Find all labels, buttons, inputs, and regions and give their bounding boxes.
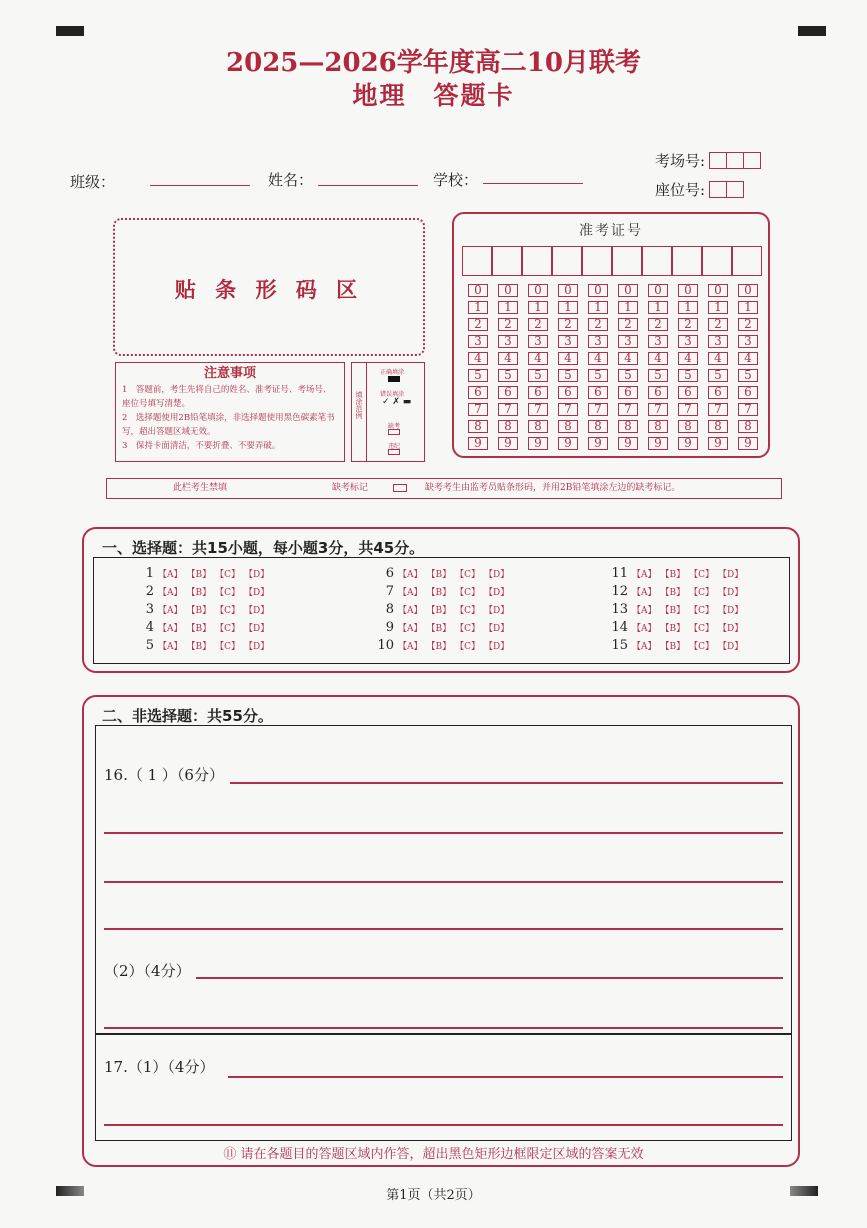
exam-id-digit-bubble[interactable]: 7 — [528, 403, 548, 416]
notice-item-3: 3 保持卡面清洁，不要折叠、不要弄破。 — [122, 441, 281, 451]
mcq-option-bubble[interactable]: 【A】 — [158, 588, 183, 598]
exam-id-digit-bubble[interactable]: 2 — [678, 318, 698, 331]
exam-id-digit-bubble[interactable]: 9 — [588, 437, 608, 450]
fill-wrong-sample: ✓ ✗ ▬ — [382, 397, 412, 407]
exam-id-digit-bubble[interactable]: 0 — [468, 284, 488, 297]
notice-item-2: 2 选择题使用2B铅笔填涂，非选择题使用黑色碳素笔书写，超出答题区域无效。 — [122, 413, 335, 437]
exam-id-digit-bubble[interactable]: 4 — [738, 352, 758, 365]
absent-mark-box[interactable] — [393, 484, 407, 492]
exam-id-digit-bubble[interactable]: 8 — [738, 420, 758, 433]
exam-id-digit-bubble[interactable]: 3 — [708, 335, 728, 348]
mcq-option-bubble[interactable]: 【D】 — [718, 624, 744, 634]
exam-id-digit-bubble[interactable]: 8 — [498, 420, 518, 433]
exam-id-digit-bubble[interactable]: 1 — [468, 301, 488, 314]
exam-id-digit-bubble[interactable]: 6 — [468, 386, 488, 399]
mcq-question-number: 5 — [145, 638, 154, 653]
mcq-question-row — [606, 584, 743, 599]
exam-id-digit-bubble[interactable]: 9 — [738, 437, 758, 450]
class-label: 班级： — [70, 173, 116, 191]
exam-id-digit-bubble[interactable]: 8 — [618, 420, 638, 433]
exam-id-digit-bubble[interactable]: 7 — [588, 403, 608, 416]
mcq-question-number: 12 — [611, 584, 628, 599]
mcq-question-row — [372, 584, 509, 599]
mcq-option-bubble[interactable]: 【B】 — [426, 606, 452, 616]
exam-id-write-cell[interactable] — [702, 246, 732, 276]
exam-id-digit-bubble[interactable]: 6 — [528, 386, 548, 399]
fill-correct-label: 正确填涂 — [380, 369, 405, 376]
mcq-question-row — [372, 620, 509, 635]
mcq-option-bubble[interactable]: 【D】 — [484, 624, 510, 634]
exam-id-digit-bubble[interactable]: 7 — [648, 403, 668, 416]
mcq-option-bubble[interactable]: 【A】 — [158, 570, 183, 580]
mcq-question-row — [606, 566, 743, 581]
mcq-question-row — [132, 566, 269, 581]
section2-title: 二、非选择题：共55分。 — [102, 707, 273, 725]
mcq-option-bubble[interactable]: 【B】 — [660, 588, 686, 598]
mcq-question-number: 4 — [145, 620, 154, 635]
fill-example-side-label: 填涂范例 — [355, 391, 363, 419]
exam-id-digit-bubble[interactable]: 4 — [588, 352, 608, 365]
exam-id-digit-bubble[interactable]: 0 — [648, 284, 668, 297]
exam-id-digit-bubble[interactable]: 2 — [528, 318, 548, 331]
exam-id-digit-bubble[interactable]: 3 — [468, 335, 488, 348]
exam-id-digit-bubble[interactable]: 3 — [498, 335, 518, 348]
exam-id-write-cell[interactable] — [522, 246, 552, 276]
exam-id-digit-bubble[interactable]: 6 — [708, 386, 728, 399]
mcq-option-bubble[interactable]: 【B】 — [660, 606, 686, 616]
mcq-option-bubble[interactable]: 【D】 — [484, 588, 510, 598]
exam-id-digit-bubble[interactable]: 8 — [468, 420, 488, 433]
mcq-option-bubble[interactable]: 【C】 — [215, 588, 241, 598]
exam-id-digit-bubble[interactable]: 8 — [588, 420, 608, 433]
violation-sample-box — [388, 449, 400, 455]
exam-id-digit-bubble[interactable]: 9 — [648, 437, 668, 450]
exam-id-digit-bubble[interactable]: 5 — [678, 369, 698, 382]
mcq-option-bubble[interactable]: 【A】 — [632, 588, 657, 598]
mcq-option-bubble[interactable]: 【D】 — [484, 570, 510, 580]
answer-line[interactable] — [230, 782, 783, 784]
mcq-option-bubble[interactable]: 【C】 — [215, 624, 241, 634]
page-number: 第1页（共2页） — [386, 1188, 481, 1203]
notice-box — [115, 362, 345, 462]
exam-id-digit-bubble[interactable]: 0 — [738, 284, 758, 297]
absent-mark-bar — [106, 478, 782, 499]
exam-id-digit-bubble[interactable]: 5 — [708, 369, 728, 382]
exam-id-digit-bubble[interactable]: 7 — [498, 403, 518, 416]
exam-id-digit-bubble[interactable]: 1 — [528, 301, 548, 314]
mcq-question-number: 1 — [145, 566, 154, 581]
exam-id-digit-bubble[interactable]: 5 — [468, 369, 488, 382]
exam-id-digit-bubble[interactable]: 0 — [558, 284, 578, 297]
mcq-option-bubble[interactable]: 【B】 — [186, 570, 212, 580]
q16-part2-label: （2）（4分） — [104, 962, 191, 980]
exam-id-digit-bubble[interactable]: 1 — [588, 301, 608, 314]
mcq-option-bubble[interactable]: 【C】 — [215, 606, 241, 616]
exam-id-write-cell[interactable] — [462, 246, 492, 276]
page-title: 2025—2026学年度高二10月联考 — [226, 48, 641, 78]
seat-label: 座位号: — [655, 181, 706, 199]
mcq-option-bubble[interactable]: 【A】 — [158, 642, 183, 652]
exam-id-digit-bubble[interactable]: 0 — [708, 284, 728, 297]
exam-id-digit-bubble[interactable]: 3 — [528, 335, 548, 348]
exam-id-digit-bubble[interactable]: 5 — [738, 369, 758, 382]
exam-id-digit-bubble[interactable]: 4 — [618, 352, 638, 365]
class-field[interactable] — [150, 185, 250, 186]
mcq-option-bubble[interactable]: 【C】 — [689, 606, 715, 616]
mcq-option-bubble[interactable]: 【A】 — [158, 606, 183, 616]
mcq-option-bubble[interactable]: 【C】 — [455, 588, 481, 598]
mcq-question-number: 11 — [611, 566, 628, 581]
exam-id-digit-bubble[interactable]: 7 — [468, 403, 488, 416]
school-field[interactable] — [483, 183, 583, 184]
exam-id-digit-bubble[interactable]: 6 — [558, 386, 578, 399]
exam-id-digit-bubble[interactable]: 9 — [498, 437, 518, 450]
mcq-option-bubble[interactable]: 【D】 — [244, 624, 270, 634]
mcq-question-row — [132, 584, 269, 599]
exam-id-digit-bubble[interactable]: 9 — [528, 437, 548, 450]
mcq-option-bubble[interactable]: 【D】 — [718, 642, 744, 652]
absent-sample-box — [388, 429, 400, 435]
violation-sample-label: 违纪 — [388, 443, 401, 450]
mcq-option-bubble[interactable]: 【A】 — [398, 606, 423, 616]
exam-id-digit-bubble[interactable]: 9 — [618, 437, 638, 450]
answer-line[interactable] — [104, 928, 783, 930]
exam-room-label: 考场号: — [655, 152, 706, 170]
mcq-option-bubble[interactable]: 【D】 — [718, 570, 744, 580]
exam-id-digit-bubble[interactable]: 2 — [648, 318, 668, 331]
fill-example-box — [351, 362, 425, 462]
mcq-option-bubble[interactable]: 【C】 — [689, 588, 715, 598]
mcq-option-bubble[interactable]: 【C】 — [689, 624, 715, 634]
mcq-option-bubble[interactable]: 【A】 — [632, 570, 657, 580]
q17-part1-label: 17.（1）（4分） — [104, 1058, 215, 1076]
barcode-area — [113, 218, 425, 356]
mcq-option-bubble[interactable]: 【B】 — [660, 570, 686, 580]
mcq-option-bubble[interactable]: 【D】 — [484, 606, 510, 616]
exam-id-digit-bubble[interactable]: 0 — [528, 284, 548, 297]
answer-line[interactable] — [228, 1076, 783, 1078]
mcq-question-row — [372, 602, 509, 617]
exam-id-digit-bubble[interactable]: 8 — [678, 420, 698, 433]
mcq-option-bubble[interactable]: 【B】 — [426, 588, 452, 598]
exam-id-digit-bubble[interactable]: 1 — [708, 301, 728, 314]
exam-id-digit-bubble[interactable]: 4 — [498, 352, 518, 365]
exam-id-digit-bubble[interactable]: 2 — [558, 318, 578, 331]
seat-boxes[interactable] — [710, 179, 744, 198]
exam-id-digit-bubble[interactable]: 6 — [678, 386, 698, 399]
mcq-option-bubble[interactable]: 【B】 — [426, 570, 452, 580]
mcq-question-row — [132, 638, 269, 653]
mcq-option-bubble[interactable]: 【B】 — [660, 642, 686, 652]
mcq-option-bubble[interactable]: 【C】 — [455, 642, 481, 652]
mcq-option-bubble[interactable]: 【B】 — [186, 588, 212, 598]
mcq-question-row — [132, 602, 269, 617]
exam-id-digit-bubble[interactable]: 7 — [618, 403, 638, 416]
exam-id-digit-bubble[interactable]: 3 — [738, 335, 758, 348]
exam-id-digit-bubble[interactable]: 6 — [738, 386, 758, 399]
barcode-area-label: 贴 条 形 码 区 — [174, 277, 364, 302]
mcq-question-row — [606, 620, 743, 635]
school-label: 学校： — [433, 171, 479, 189]
mcq-question-row — [606, 602, 743, 617]
exam-id-digit-bubble[interactable]: 9 — [558, 437, 578, 450]
exam-id-digit-bubble[interactable]: 4 — [558, 352, 578, 365]
absent-mark-label: 缺考标记 — [332, 483, 369, 493]
exam-id-digit-bubble[interactable]: 1 — [678, 301, 698, 314]
fill-wrong-label: 错误填涂 — [380, 391, 405, 398]
mcq-answer-grid — [93, 557, 790, 664]
name-label: 姓名： — [268, 171, 314, 189]
mcq-question-number: 7 — [385, 584, 394, 599]
exam-id-digit-bubble[interactable]: 2 — [708, 318, 728, 331]
answer-line[interactable] — [104, 1027, 783, 1029]
exam-id-digit-bubble[interactable]: 5 — [618, 369, 638, 382]
exam-id-digit-bubble[interactable]: 8 — [528, 420, 548, 433]
exam-id-digit-bubble[interactable]: 7 — [678, 403, 698, 416]
mcq-option-bubble[interactable]: 【D】 — [244, 642, 270, 652]
exam-id-digit-bubble[interactable]: 4 — [648, 352, 668, 365]
mcq-option-bubble[interactable]: 【B】 — [426, 642, 452, 652]
exam-id-digit-bubble[interactable]: 1 — [558, 301, 578, 314]
mcq-option-bubble[interactable]: 【B】 — [186, 606, 212, 616]
exam-id-digit-bubble[interactable]: 7 — [558, 403, 578, 416]
exam-id-write-cell[interactable] — [552, 246, 582, 276]
exam-id-digit-bubble[interactable]: 0 — [618, 284, 638, 297]
exam-id-digit-bubble[interactable]: 8 — [708, 420, 728, 433]
mcq-option-bubble[interactable]: 【C】 — [455, 624, 481, 634]
mcq-question-row — [372, 566, 509, 581]
absent-bar-left-label: 此栏考生禁填 — [173, 483, 228, 493]
exam-id-digit-bubble[interactable]: 0 — [588, 284, 608, 297]
mcq-option-bubble[interactable]: 【D】 — [484, 642, 510, 652]
exam-id-digit-bubble[interactable]: 5 — [498, 369, 518, 382]
exam-id-digit-bubble[interactable]: 8 — [558, 420, 578, 433]
exam-id-digit-bubble[interactable]: 9 — [678, 437, 698, 450]
mcq-option-bubble[interactable]: 【B】 — [660, 624, 686, 634]
notice-item-1: 1 答题前，考生先将自己的姓名、准考证号、考场号、座位号填写清楚。 — [122, 385, 332, 409]
section1-title: 一、选择题：共15小题，每小题3分，共45分。 — [102, 539, 425, 557]
mcq-option-bubble[interactable]: 【A】 — [398, 624, 423, 634]
exam-id-digit-bubble[interactable]: 3 — [558, 335, 578, 348]
exam-id-title: 准考证号 — [579, 223, 643, 239]
mcq-question-number: 2 — [145, 584, 154, 599]
exam-id-digit-bubble[interactable]: 3 — [648, 335, 668, 348]
exam-id-digit-bubble[interactable]: 0 — [678, 284, 698, 297]
mcq-question-number: 8 — [385, 602, 394, 617]
exam-id-digit-bubble[interactable]: 4 — [468, 352, 488, 365]
exam-id-grid — [452, 212, 770, 458]
mcq-option-bubble[interactable]: 【C】 — [455, 606, 481, 616]
exam-id-digit-bubble[interactable]: 6 — [618, 386, 638, 399]
exam-id-digit-bubble[interactable]: 3 — [588, 335, 608, 348]
exam-id-digit-bubble[interactable]: 5 — [588, 369, 608, 382]
exam-id-digit-bubble[interactable]: 7 — [708, 403, 728, 416]
mcq-question-number: 9 — [385, 620, 394, 635]
exam-id-write-cell[interactable] — [612, 246, 642, 276]
exam-id-digit-bubble[interactable]: 5 — [648, 369, 668, 382]
mcq-question-row — [372, 638, 509, 653]
corner-marker-top-left — [56, 26, 84, 36]
mcq-option-bubble[interactable]: 【C】 — [455, 570, 481, 580]
exam-id-write-cell[interactable] — [642, 246, 672, 276]
exam-id-digit-bubble[interactable]: 5 — [558, 369, 578, 382]
answer-line[interactable] — [104, 881, 783, 883]
exam-id-digit-bubble[interactable]: 2 — [468, 318, 488, 331]
exam-id-digit-bubble[interactable]: 4 — [678, 352, 698, 365]
mcq-question-number: 6 — [385, 566, 394, 581]
exam-id-digit-bubble[interactable]: 8 — [648, 420, 668, 433]
exam-id-digit-bubble[interactable]: 2 — [498, 318, 518, 331]
mcq-question-row — [132, 620, 269, 635]
exam-id-digit-bubble[interactable]: 3 — [678, 335, 698, 348]
mcq-option-bubble[interactable]: 【A】 — [398, 588, 423, 598]
exam-id-write-cell[interactable] — [582, 246, 612, 276]
answer-area-footnote: ⑪ 请在各题目的答题区域内作答，超出黑色矩形边框限定区域的答案无效 — [223, 1147, 644, 1162]
mcq-option-bubble[interactable]: 【C】 — [689, 570, 715, 580]
name-field[interactable] — [318, 185, 418, 186]
exam-id-write-cell[interactable] — [492, 246, 522, 276]
exam-id-digit-bubble[interactable]: 9 — [708, 437, 728, 450]
mcq-question-number: 10 — [377, 638, 394, 653]
q16-part1-label: 16.（ 1 ）（6分） — [104, 766, 224, 784]
exam-id-digit-bubble[interactable]: 0 — [498, 284, 518, 297]
mcq-option-bubble[interactable]: 【A】 — [398, 570, 423, 580]
answer-line[interactable] — [104, 1124, 783, 1126]
exam-id-write-cell[interactable] — [732, 246, 762, 276]
mcq-option-bubble[interactable]: 【B】 — [186, 624, 212, 634]
exam-id-digit-bubble[interactable]: 9 — [468, 437, 488, 450]
answer-line[interactable] — [196, 977, 783, 979]
notice-title: 注意事项 — [203, 366, 256, 381]
fill-correct-sample — [388, 376, 400, 382]
mcq-question-number: 14 — [611, 620, 628, 635]
absent-sample-label: 缺考 — [388, 423, 401, 430]
corner-marker-top-right — [798, 26, 826, 36]
page-subtitle: 地理 答题卡 — [352, 81, 515, 110]
exam-id-digit-bubble[interactable]: 6 — [648, 386, 668, 399]
mcq-option-bubble[interactable]: 【C】 — [689, 642, 715, 652]
exam-id-digit-bubble[interactable]: 1 — [738, 301, 758, 314]
mcq-option-bubble[interactable]: 【C】 — [215, 642, 241, 652]
answer-area — [95, 725, 792, 1141]
exam-id-digit-bubble[interactable]: 4 — [708, 352, 728, 365]
exam-id-digit-bubble[interactable]: 1 — [648, 301, 668, 314]
exam-id-digit-bubble[interactable]: 6 — [588, 386, 608, 399]
exam-id-digit-bubble[interactable]: 2 — [618, 318, 638, 331]
mcq-option-bubble[interactable]: 【D】 — [244, 588, 270, 598]
exam-id-write-cell[interactable] — [672, 246, 702, 276]
exam-room-boxes[interactable] — [710, 150, 761, 169]
exam-id-digit-bubble[interactable]: 1 — [618, 301, 638, 314]
mcq-option-bubble[interactable]: 【D】 — [718, 606, 744, 616]
mcq-question-number: 13 — [611, 602, 628, 617]
question-divider — [96, 1033, 791, 1035]
mcq-option-bubble[interactable]: 【A】 — [158, 624, 183, 634]
mcq-question-row — [606, 638, 743, 653]
exam-id-digit-bubble[interactable]: 4 — [528, 352, 548, 365]
exam-id-digit-bubble[interactable]: 6 — [498, 386, 518, 399]
exam-id-digit-bubble[interactable]: 2 — [588, 318, 608, 331]
exam-id-digit-bubble[interactable]: 3 — [618, 335, 638, 348]
mcq-option-bubble[interactable]: 【D】 — [718, 588, 744, 598]
answer-line[interactable] — [104, 832, 783, 834]
mcq-question-number: 15 — [611, 638, 628, 653]
absent-bar-note: 缺考考生由监考员贴条形码，并用2B铅笔填涂左边的缺考标记。 — [425, 483, 681, 493]
exam-id-digit-bubble[interactable]: 5 — [528, 369, 548, 382]
exam-id-digit-bubble[interactable]: 2 — [738, 318, 758, 331]
mcq-option-bubble[interactable]: 【D】 — [244, 606, 270, 616]
mcq-option-bubble[interactable]: 【B】 — [426, 624, 452, 634]
mcq-option-bubble[interactable]: 【A】 — [632, 624, 657, 634]
mcq-option-bubble[interactable]: 【A】 — [398, 642, 423, 652]
mcq-option-bubble[interactable]: 【C】 — [215, 570, 241, 580]
mcq-question-number: 3 — [145, 602, 154, 617]
mcq-option-bubble[interactable]: 【A】 — [632, 642, 657, 652]
exam-id-digit-bubble[interactable]: 1 — [498, 301, 518, 314]
mcq-option-bubble[interactable]: 【A】 — [632, 606, 657, 616]
mcq-option-bubble[interactable]: 【D】 — [244, 570, 270, 580]
exam-id-digit-bubble[interactable]: 7 — [738, 403, 758, 416]
mcq-option-bubble[interactable]: 【B】 — [186, 642, 212, 652]
